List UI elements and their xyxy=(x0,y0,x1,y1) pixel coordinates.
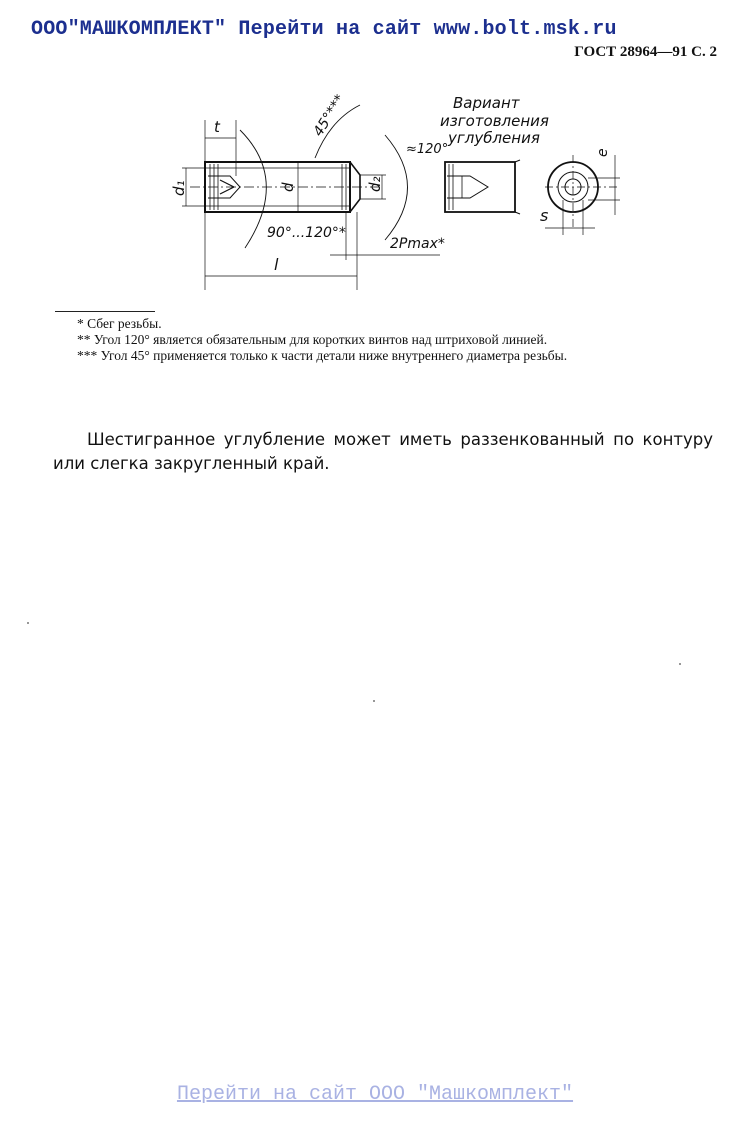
label-angle-90-120: 90°...120°* xyxy=(267,225,346,241)
scan-speck xyxy=(679,663,681,665)
label-e: e xyxy=(595,148,611,157)
angle-arc-90-120 xyxy=(240,130,266,248)
label-d1: d₁ xyxy=(170,180,188,196)
label-t: t xyxy=(214,118,220,136)
label-angle-45: 45°*** xyxy=(310,91,349,140)
label-2p-max: 2Pmax* xyxy=(390,236,445,252)
standard-page-reference: ГОСТ 28964—91 С. 2 xyxy=(574,44,717,60)
angle-arc-120 xyxy=(385,135,408,240)
label-d2: d₂ xyxy=(366,176,384,192)
footer-site-link[interactable]: Перейти на сайт ООО "Машкомплект" xyxy=(176,1083,574,1106)
footnote-2: ** Угол 120° является обязательным для коротких винтов над штриховой линией. xyxy=(77,332,548,347)
footnotes xyxy=(53,316,713,364)
footnote-rule xyxy=(55,311,155,312)
label-d: d xyxy=(279,182,297,192)
variant-title-line-1: Вариант xyxy=(453,94,520,112)
body-paragraph xyxy=(53,428,713,476)
body-paragraph-text: Шестигранное углубление может иметь раззенкованный по контуру или слегка закругленный край. xyxy=(53,430,713,473)
footnote-1: * Сбег резьбы. xyxy=(77,316,162,331)
footnote-3: *** Угол 45° применяется только к части детали ниже внутреннего диаметра резьбы. xyxy=(77,348,568,363)
variant-socket-detail xyxy=(445,162,515,212)
site-banner[interactable]: ООО"МАШКОМПЛЕКТ" Перейти на сайт www.bolt.msk.ru xyxy=(31,18,617,41)
scan-speck xyxy=(373,700,375,702)
variant-title-line-2: изготовления xyxy=(440,112,549,130)
variant-title-line-3: углубления xyxy=(448,129,540,147)
technical-drawing xyxy=(150,80,650,300)
label-angle-120-top: ≈120° xyxy=(406,142,449,157)
label-s: s xyxy=(540,206,549,225)
label-l: l xyxy=(274,255,279,274)
scan-speck xyxy=(27,622,29,624)
